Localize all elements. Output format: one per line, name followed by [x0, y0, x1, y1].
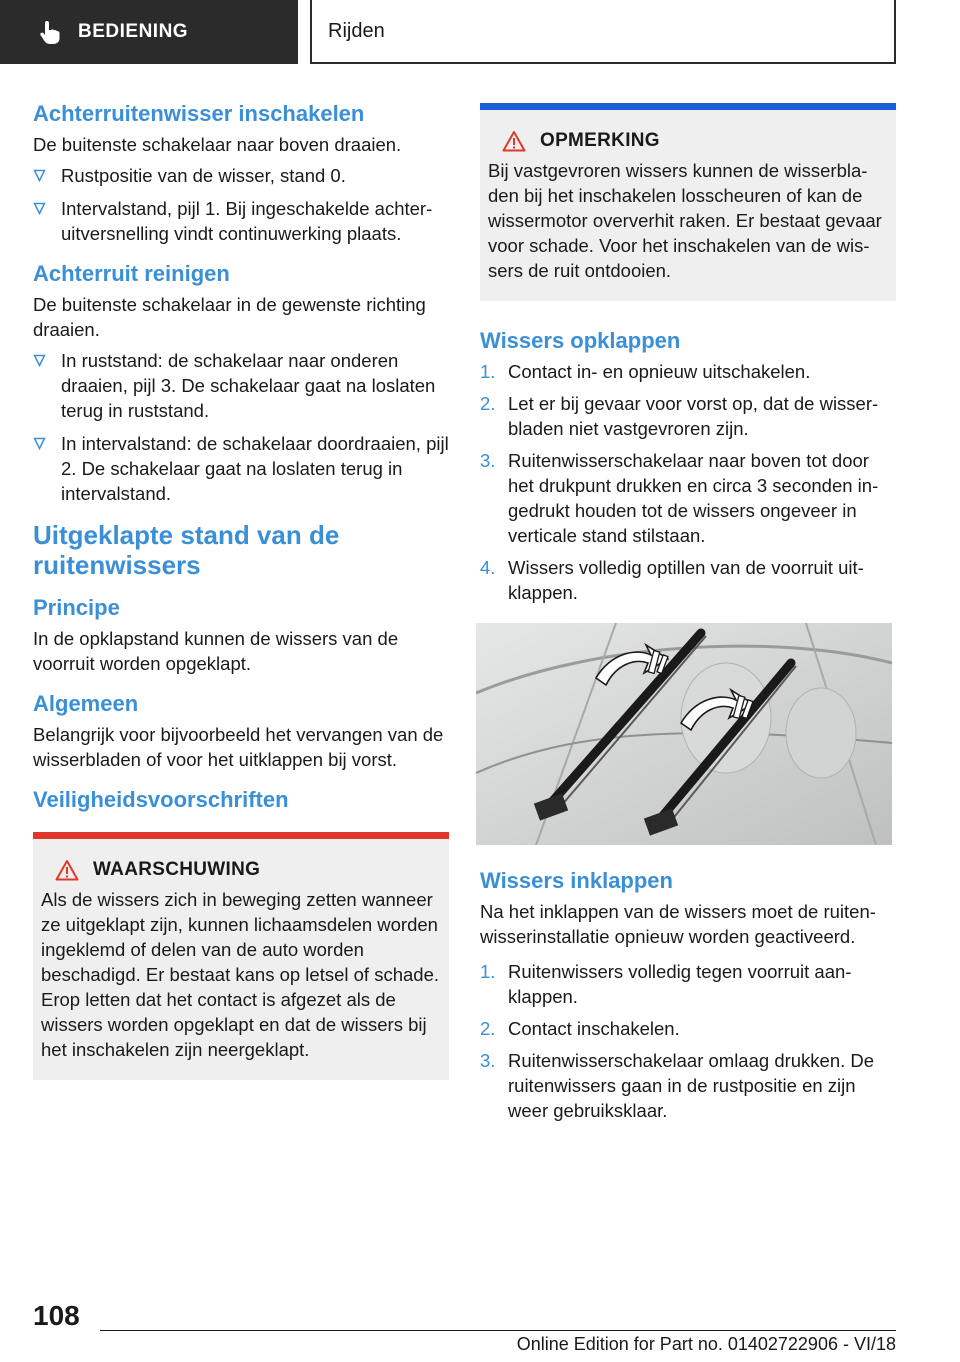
step-text: Let er bij gevaar voor vorst op, dat de wisserbladen niet vastgevroren zijn.	[508, 393, 879, 439]
paragraph: In de opklapstand kunnen de wissers van de voorruit worden opgeklapt.	[33, 628, 399, 674]
list-item	[480, 391, 896, 441]
left-column	[33, 100, 449, 1080]
list-item	[33, 431, 449, 506]
list-item	[480, 1016, 896, 1041]
warning-text: Als de wissers zich in beweging zetten wanneer ze uitgeklapt zijn, kunnen lichaamsdelen worden ingeklemd of delen van de auto worden beschadigd. Er bestaat kans op letsel of schade. Erop letten dat het contact is afgezet als de wissers worden opgeklapt en dat de wissers bij het inschakelen zijn neergeklapt.	[41, 889, 440, 1060]
step-number: 1.	[480, 361, 496, 382]
list-item-text: In ruststand: de schakelaar naar onderen draaien, pijl 3. De schakelaar gaat na loslaten terug in ruststand.	[61, 350, 436, 421]
step-text: Contact inschakelen.	[508, 1018, 680, 1039]
wiper-fold-up-image	[476, 623, 892, 845]
list-item	[33, 163, 449, 188]
warning-title: WAARSCHUWING	[93, 859, 261, 880]
section-heading: Algemeen	[33, 691, 139, 716]
chapter-label	[310, 0, 896, 64]
note-title: OPMERKING	[540, 130, 660, 151]
step-number: 4.	[480, 557, 496, 578]
general-section	[33, 690, 449, 772]
wiper-illustration	[476, 623, 892, 845]
bullet-list	[33, 348, 449, 506]
chapter-title: Rijden	[328, 19, 385, 42]
bullet-list	[33, 163, 449, 246]
note-header	[488, 130, 888, 152]
fold-in-section	[480, 867, 896, 1123]
step-number: 1.	[480, 961, 496, 982]
list-item	[480, 359, 896, 384]
section-heading: Principe	[33, 595, 120, 620]
paragraph: De buitenste schakelaar in de gewenste richting draaien.	[33, 294, 426, 340]
paragraph: Belangrijk voor bijvoorbeeld het vervangen van de wisserbladen of voor het uitklappen bij vorst.	[33, 724, 444, 770]
list-item	[480, 959, 896, 1009]
warning-header	[41, 859, 441, 881]
section-tab	[0, 0, 298, 64]
list-item	[33, 348, 449, 423]
step-text: Contact in- en opnieuw uitschakelen.	[508, 361, 811, 382]
step-number: 3.	[480, 1050, 496, 1071]
step-text: Wissers volledig optillen van de voorruit uitklappen.	[508, 557, 864, 603]
list-item	[480, 555, 896, 605]
warning-triangle-icon	[55, 859, 79, 881]
warning-box	[33, 832, 449, 1080]
right-column	[480, 103, 896, 1130]
triangle-bullet-icon	[33, 202, 46, 215]
section-label: BEDIENING	[78, 21, 189, 42]
triangle-bullet-icon	[33, 354, 46, 367]
chapter-heading: Uitgeklapte stand van de ruitenwissers	[33, 520, 340, 580]
section-heading: Achterruitenwisser inschakelen	[33, 101, 365, 126]
numbered-list	[480, 959, 896, 1123]
edition-info: Online Edition for Part no. 01402722906 - VI/18	[516, 1334, 896, 1354]
list-item-text: In intervalstand: de schakelaar doordraaien, pijl 2. De schakelaar gaat na loslaten terug in intervalstand.	[61, 433, 449, 504]
footer-rule	[100, 1330, 896, 1331]
step-number: 3.	[480, 450, 496, 471]
step-number: 2.	[480, 393, 496, 414]
page-number: 108	[33, 1300, 80, 1331]
list-item-text: Rustpositie van de wisser, stand 0.	[61, 165, 346, 186]
list-item	[480, 1048, 896, 1123]
section-heading: Wissers opklappen	[480, 328, 681, 353]
principle-section	[33, 594, 449, 676]
note-box	[480, 103, 896, 301]
list-item	[33, 196, 449, 246]
numbered-list	[480, 359, 896, 605]
step-text: Ruitenwisserschakelaar naar boven tot door het drukpunt drukken en circa 3 seconden ingedrukt houden tot de wissers ongeveer in verticale stand stilstaan.	[508, 450, 879, 546]
paragraph: De buitenste schakelaar naar boven draaien.	[33, 134, 402, 155]
step-number: 2.	[480, 1018, 496, 1039]
fold-up-section	[480, 327, 896, 605]
paragraph: Na het inklappen van de wissers moet de ruitenwisserinstallatie opnieuw worden geactiveerd.	[480, 901, 876, 947]
section-heading: Achterruit reinigen	[33, 261, 230, 286]
rear-clean-section	[33, 260, 449, 506]
section-heading: Veiligheidsvoorschriften	[33, 787, 289, 812]
warning-triangle-icon	[502, 130, 526, 152]
step-text: Ruitenwisserschakelaar omlaag drukken. De ruitenwissers gaan in de rustpositie en zijn weer gebruiksklaar.	[508, 1050, 875, 1121]
triangle-bullet-icon	[33, 169, 46, 182]
hand-pointer-icon	[36, 18, 64, 46]
list-item	[480, 448, 896, 548]
triangle-bullet-icon	[33, 437, 46, 450]
step-text: Ruitenwissers volledig tegen voorruit aanklappen.	[508, 961, 852, 1007]
note-text: Bij vastgevroren wissers kunnen de wisserbladen bij het inschakelen losscheuren of kan de wissermotor oververhit raken. Er bestaat gevaar voor schade. Voor het inschakelen van de wissers de ruit ontdooien.	[488, 160, 882, 281]
list-item-text: Intervalstand, pijl 1. Bij ingeschakelde achteruitversnelling vindt continuwerking plaats.	[61, 198, 433, 244]
rear-wiper-on-section	[33, 100, 449, 246]
section-heading: Wissers inklappen	[480, 868, 673, 893]
